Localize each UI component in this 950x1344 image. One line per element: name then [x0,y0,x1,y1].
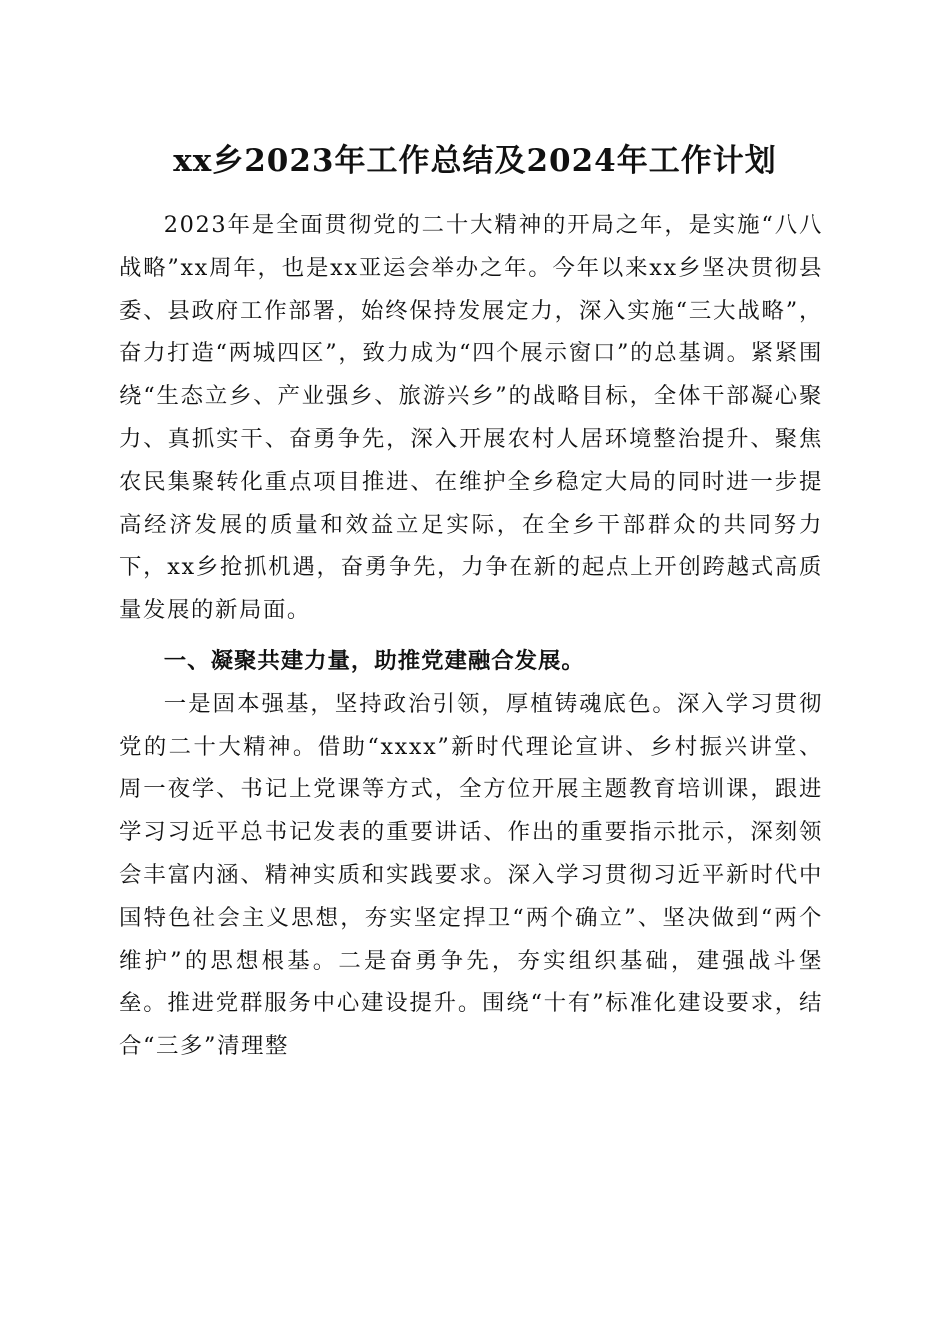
intro-paragraph: 2023年是全面贯彻党的二十大精神的开局之年，是实施“八八战略”xx周年，也是xx亚运会举办之年。今年以来xx乡坚决贯彻县委、县政府工作部署，始终保持发展定力，深入实施“三大战略”，奋力打造“两城四区”，致力成为“四个展示窗口”的总基调。紧紧围绕“生态立乡、产业强乡、旅游兴乡”的战略目标，全体干部凝心聚力、真抓实干、奋勇争先，深入开展农村人居环境整治提升、聚焦农民集聚转化重点项目推进、在维护全乡稳定大局的同时进一步提高经济发展的质量和效益立足实际，在全乡干部群众的共同努力下，xx乡抢抓机遇，奋勇争先，力争在新的起点上开创跨越式高质量发展的新局面。 [119,212,823,624]
section-paragraph: 一是固本强基，坚持政治引领，厚植铸魂底色。深入学习贯彻党的二十大精神。借助“xxxx”新时代理论宣讲、乡村振兴讲堂、周一夜学、书记上党课等方式，全方位开展主题教育培训课，跟进学习习近平总书记发表的重要讲话、作出的重要指示批示，深刻领会丰富内涵、精神实质和实践要求。深入学习贯彻习近平新时代中国特色社会主义思想，夯实坚定捍卫“两个确立”、坚决做到“两个维护”的思想根基。二是奋勇争先，夯实组织基础，建强战斗堡垒。推进党群服务中心建设提升。围绕“十有”标准化建设要求，结合“三多”清理整 [119,690,823,1060]
section-heading: 一、凝聚共建力量，助推党建融合发展。 [163,647,585,674]
document-body [119,204,823,1068]
document-title: xx乡2023年工作总结及2024年工作计划 [173,143,777,179]
